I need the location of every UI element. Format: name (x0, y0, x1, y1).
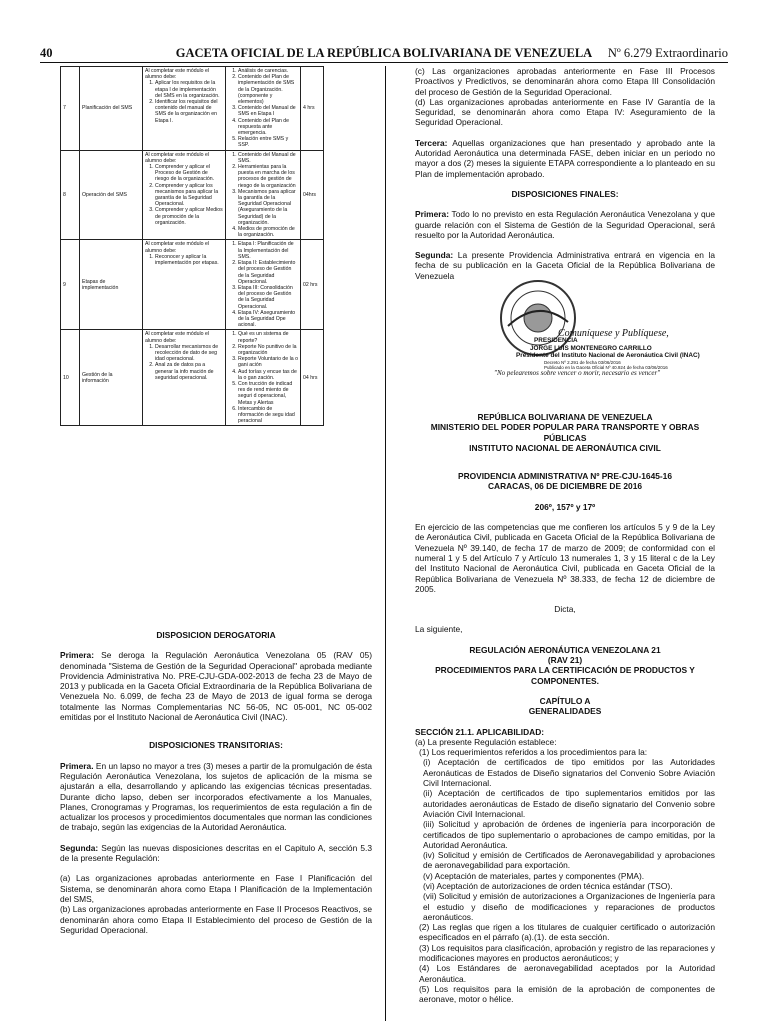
objective-item: 1. Reconocer y aplicar la implementación por etapas. (155, 254, 223, 266)
years-line: 206º, 157º y 17º (534, 501, 596, 512)
content-item: 3. Contenido del Manual de SMS en Etapa I (238, 105, 298, 117)
left-column (60, 630, 372, 935)
providencia-number: PROVIDENCIA ADMINISTRATIVA Nº PRE-CJU-1645-16 (457, 471, 672, 482)
content-item: 6. Intercambio de nformación de segu idad peracional (238, 406, 298, 425)
row-number: 10 (61, 330, 80, 426)
gazette-header (40, 46, 728, 62)
objectives-cell (143, 240, 226, 330)
table-row (61, 330, 324, 426)
section-vi: (vi) Aceptación de autorizaciones de orden técnica estándar (TSO). (423, 880, 673, 891)
republic-name: REPÚBLICA BOLIVARIANA DE VENEZUELA (477, 412, 653, 422)
section-4: (4) Los Estándares de aeronavegabilidad aceptados por la Autoridad Aeronáutica. (419, 963, 715, 984)
objectives-list (145, 164, 223, 226)
stage-name: Etapas de implementación (80, 240, 143, 330)
objective-item: 2. Comprender y aplicar los mecanismos para aplicar la garantía de la Seguridad Operacional. (155, 183, 223, 208)
content-item: 2. Reporte No punitivo de la organización (238, 344, 298, 356)
column-divider (385, 66, 386, 1021)
content-item: 3. Reporte Voluntario de la o gani ación (238, 356, 298, 368)
section-vii: (vii) Solicitud y emisión de autorizaciones a Organizaciones de Ingeniería para el estudio y diseño de modificaciones y reparaciones de productos aeronáuticos. (423, 891, 715, 922)
issue-number: Nº 6.279 Extraordinario (607, 46, 728, 60)
contents-cell (226, 150, 301, 240)
contents-list (228, 331, 298, 424)
contents-cell (226, 67, 301, 151)
sign-motto: "No pelearemos sobre vencer o morir, necesario es vencer" (494, 368, 661, 377)
hours: 4 hrs (301, 67, 324, 151)
section-3: (3) Los requisitos para clasificación, aprobación y registro de las reparaciones y modificaciones mayores en productos aeronáuticos; y (419, 942, 715, 964)
regulation-title-3: PROCEDIMIENTOS PARA LA CERTIFICACIÓN DE PRODUCTOS Y COMPONENTES. (435, 665, 695, 686)
objective-intro: Al completar este módulo el alumno debe: (145, 151, 210, 164)
content-item: 2. Herramientas para la puesta en marcha de los procesos de gestión de riesgo de la organización (238, 164, 298, 189)
ministry-name: MINISTERIO DEL PODER POPULAR PARA TRANSPORTE Y OBRAS PÚBLICAS (430, 422, 700, 443)
content-item: 5. Con trucción de indicad res de rend miento de seguri d operacional, Metas y Alertas (238, 381, 298, 406)
objective-intro: Al completar este módulo el alumno debe: (145, 68, 210, 81)
contents-list (228, 68, 298, 149)
section-i: (i) Aceptación de certificados de tipo emitidos por las Autoridades Aeronáuticas de Estados de Diseño signatarios del Convenio Sobre Aviación Civil Internacional. (423, 757, 715, 789)
exercise-paragraph: En ejercicio de las competencias que me confieren los artículos 5 y 9 de la Ley de Aeronáutica Civil, publicada en Gaceta Oficial de la República Bolivariana de Venezuela Nº 39.140, de fecha 17 de marzo de 2009; de conformidad con el numeral 1 y 5 del Artículo 7 y Artículo 13 numerales 1, 3 y 15 literal c de la Ley del Instituto Nacional de Aeronáutica Civil, publicada en Gaceta Oficial de la República Bolivariana de Venezuela Nº 38.333, de fecha 12 de diciembre de 2005. (415, 522, 715, 594)
row-number: 7 (61, 67, 80, 151)
section-ii: (ii) Aceptación de certificados de tipo suplementarios emitidos por las autoridades aeronáuticas de Estado de diseño signatario del Convenio sobre Aviación Civil Internacional. (423, 788, 715, 819)
transitory-third: Tercera: Aquellas organizaciones que han presentado y aprobado ante la Autoridad Aeronáutica una determinada FASE, deben iniciar en un periodo no mayor a dos (2) meses la siguiente ETAPA correspondiente a lo planteado en su Plan de implementación aprobado. (415, 137, 715, 179)
content-item: 1. Contenido del Manual de SMS. (238, 152, 298, 164)
transitory-second-b: (b) Las organizaciones aprobadas anteriormente en Fase II Procesos Reactivos, se denominarán ahora como Etapa II Establecimiento del proceso de Gestión de la Seguridad Operacional. (60, 904, 372, 935)
sign-publish: Comuníquese y Publíquese, (558, 328, 669, 339)
content-item: 3. Mecanismos para aplicar la garantía de la Seguridad Operacional (Aseguramiento de la Seguridad) de la organización. (238, 189, 298, 226)
sign-decree-1: Decreto Nº 2.291 de fecha 03/06/2016 (544, 359, 621, 365)
table-row (61, 67, 324, 151)
derogatory-title: DISPOSICION DEROGATORIA (156, 630, 276, 640)
sign-decree-2: Publicado en la Gaceta Oficial Nº 40.924 de fecha 03/06/2016 (544, 364, 668, 370)
final-first: Primera: Todo lo no previsto en esta Regulación Aeronáutica Venezolana y que guarde relación con el Sistema de Gestión de la Seguridad Operacional, será resuelto por la Autoridad Aeronáutica. (415, 209, 715, 240)
institute-name: INSTITUTO NACIONAL DE AERONÁUTICA CIVIL (469, 442, 661, 453)
signature-block (430, 278, 730, 378)
objectives-cell (143, 150, 226, 240)
regulation-title-2: (RAV 21) (547, 655, 583, 666)
siguiente: La siguiente, (415, 624, 463, 635)
right-column-lower (415, 412, 715, 1005)
header-rule (40, 62, 728, 63)
section-title: SECCIÓN 21.1. APLICABILIDAD: (415, 726, 545, 737)
section-2: (2) Las reglas que rigen a los titulares de cualquier certificado o autorización especificados en el párrafo (a).(1). de esta sección. (419, 922, 715, 943)
objectives-cell (143, 330, 226, 426)
section-iii: (iii) Solicitud y aprobación de órdenes de ingeniería para incorporación de certificados de tipo suplementario o aprobaciones de campo emitidas, por la Autoridad Aeronáutica. (423, 819, 715, 850)
content-item: 1. Qué es un sistema de reporte? (238, 331, 298, 343)
objective-item: 2. Identificar los requisitos del contenido del manual de SMS de la organización en Etapa I. (155, 99, 223, 124)
objective-item: 3. Comprender y aplicar Medios de promoción de la organización. (155, 207, 223, 226)
section-5: (5) Los requisitos para la emisión de la aprobación de componentes de aeronave, motor o hélice. (419, 983, 715, 1005)
right-column (415, 66, 715, 281)
hours: 04 hrs (301, 330, 324, 426)
content-item: 4. Aud torías y encue tas de la o gan zación. (238, 369, 298, 381)
content-item: 4. Medios de promoción de la organización. (238, 226, 298, 238)
section-v: (v) Aceptación de materiales, partes y componentes (PMA). (423, 870, 645, 881)
objectives-list (145, 254, 223, 266)
content-item: 2. Contenido del Plan de implementación de SMS de la Organización. (componente y elementos) (238, 74, 298, 105)
transitory-second-a: (a) Las organizaciones aprobadas anteriormente en Fase I Planificación del Sistema, se denominarán ahora como Etapa I Planificación de la Implementación del SMS, (60, 873, 372, 904)
final-second: Segunda: La presente Providencia Administrativa entrará en vigencia en la fecha de su publicación en la Gaceta Oficial de la República Bolivariana de Venezuela (415, 250, 715, 281)
objective-item: 1. Desarrollar mecanismos de recolección de dato de seg idad operacional. (155, 344, 223, 363)
objective-item: 2. Anal za de datos pa a generar la info mación de seguridad operacional. (155, 362, 223, 381)
row-number: 9 (61, 240, 80, 330)
contents-cell (226, 330, 301, 426)
providencia-date: CARACAS, 06 DE DICIEMBRE DE 2016 (487, 481, 643, 492)
content-item: 2. Etapa II: Establecimiento del proceso de Gestión de la Seguridad Operacional. (238, 260, 298, 285)
derogatory-first: Primera: Se deroga la Regulación Aeronáutica Venezolana 05 (RAV 05) denominada "Sistema de Gestión de la Seguridad Operacional" aprobada mediante Providencia Administrativa No. PRE-CJU-GDA-002-2013 de fecha 23 de Mayo de 2013 y publicada en la Gaceta Oficial Extraordinaria de la República Bolivariana de Venezuela No. 6.099, de fecha 23 de Mayo de 2013 de igual forma se deroga totalmente las Normas Complementarias NC 56-05, NC 05-001, NC 05-002 emitidas por el Instituto Nacional de Aeronáutica Civil (INAC). (60, 650, 372, 723)
section-iv: (iv) Solicitud y emisión de Certificados de Aeronavegabilidad y aprobaciones de aeronavegabilidad para exportación. (423, 850, 715, 871)
row-number: 8 (61, 150, 80, 240)
content-item: 5. Relación entre SMS y SSP. (238, 136, 298, 148)
objective-item: 1. Aplicar los requisitos de la etapa I de implementación del SMS en la organización. (155, 80, 223, 99)
sign-title: Presidente del Instituto Nacional de Aeronáutica Civil (INAC) (516, 352, 700, 360)
sign-role: PRESIDENCIA (534, 337, 578, 345)
regulation-title-1: REGULACIÓN AERONÁUTICA VENEZOLANA 21 (469, 644, 661, 655)
content-item: 1. Etapa I: Planificación de la Implementación del SMS. (238, 241, 298, 260)
objective-intro: Al completar este módulo el alumno debe: (145, 331, 210, 344)
chapter-title: CAPÍTULO A (539, 695, 591, 706)
contents-list (228, 241, 298, 328)
transitory-second-c: (c) Las organizaciones aprobadas anteriormente en Fase III Procesos Proactivos y Predictivos, se denominarán ahora como Etapa III Consolidación del proceso de Gestión de la Seguridad Operacional. (415, 66, 715, 97)
section-a: (a) La presente Regulación establece: (415, 736, 557, 747)
transitory-first: Primera. En un lapso no mayor a tres (3) meses a partir de la promulgación de ésta Regulación Aeronáutica Venezolana, los sujetos de aplicación de la misma se ajustarán a ella, desarrollando y aplicando las exigencias técnicas presentadas. Durante dicho lapso, deben ser incorporados efectivamente a los Manuales, Planes, Cronogramas y Programas, los requerimientos de esta regulación a fin de actualizar los procesos y procedimientos documentales que norman las condiciones de trabajo, según las exigencias de la Autoridad Aeronáutica. (60, 760, 372, 833)
contents-list (228, 152, 298, 239)
hours: 02 hrs (301, 240, 324, 330)
transitory-title: DISPOSICIONES TRANSITORIAS: (149, 740, 283, 751)
content-item: 4. Etapa IV: Aseguramiento de la Seguridad Ope acional. (238, 310, 298, 329)
section-1: (1) Los requerimientos referidos a los procedimientos para la: (419, 747, 648, 758)
content-item: 1. Análisis de carencias. (238, 68, 298, 74)
content-item: 3. Etapa III: Consolidación del proceso de Gestión de la Seguridad Operacional. (238, 285, 298, 310)
table-row (61, 150, 324, 240)
objectives-cell (143, 67, 226, 151)
sms-training-table (60, 66, 324, 426)
chapter-subtitle: GENERALIDADES (528, 706, 602, 717)
stage-name: Gestión de la información (80, 330, 143, 426)
objectives-list (145, 80, 223, 123)
page-number: 40 (40, 46, 53, 60)
objective-intro: Al completar este módulo el alumno debe: (145, 241, 210, 254)
objectives-list (145, 344, 223, 381)
content-item: 4. Contenido del Plan de respuesta ante emergencia. (238, 118, 298, 137)
stage-name: Operación del SMS (80, 150, 143, 240)
sign-name: JORGE LUIS MONTENEGRO CARRILLO (530, 344, 652, 352)
transitory-second: Segunda: Según las nuevas disposiciones descritas en el Capitulo A, sección 5.3 de la presente Regulación: (60, 842, 372, 864)
hours: 04hrs (301, 150, 324, 240)
stage-name: Planificación del SMS (80, 67, 143, 151)
contents-cell (226, 240, 301, 330)
objective-item: 1. Comprender y aplicar el Proceso de Gestión de riesgo de la organización. (155, 164, 223, 183)
final-title: DISPOSICIONES FINALES: (511, 188, 619, 199)
transitory-second-d: (d) Las organizaciones aprobadas anteriormente en Fase IV Garantía de la Seguridad, se denominarán ahora como Etapa IV: Aseguramiento de la Seguridad Operacional. (415, 96, 715, 128)
table-row (61, 240, 324, 330)
gazette-title: GACETA OFICIAL DE LA REPÚBLICA BOLIVARIANA DE VENEZUELA (175, 46, 593, 60)
dicta: Dicta, (554, 604, 576, 615)
